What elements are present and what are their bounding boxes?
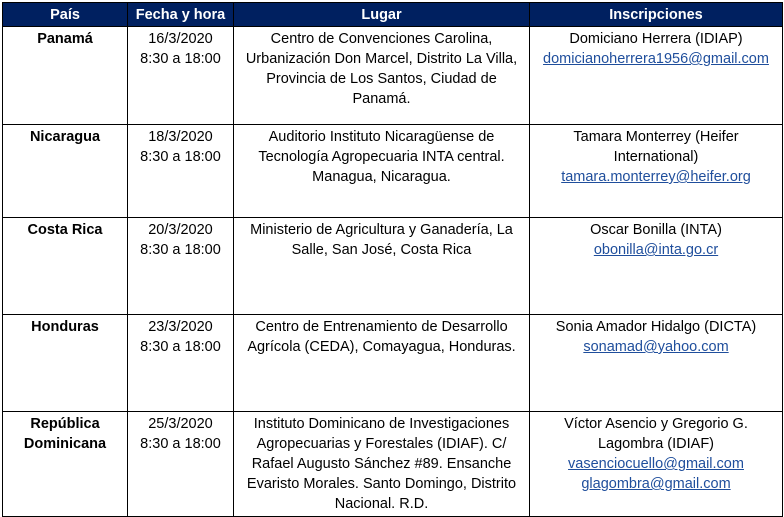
contact-name: Domiciano Herrera (IDIAP) (569, 31, 743, 47)
table-row (3, 315, 783, 412)
table-header (3, 3, 783, 27)
registration-cell (530, 125, 783, 218)
header-row (3, 3, 783, 27)
contact-email-link[interactable]: obonilla@inta.go.cr (593, 242, 719, 258)
country-cell: Honduras (3, 315, 128, 412)
registration-cell (530, 315, 783, 412)
venue-cell: Ministerio de Agricultura y Ganadería, La Salle, San José, Costa Rica (234, 218, 530, 315)
registration-cell (530, 218, 783, 315)
header-lugar: Lugar (234, 3, 530, 27)
time-text: 8:30 a 18:00 (140, 242, 221, 258)
contact-email-link[interactable]: vasenciocuello@gmail.com (568, 456, 744, 472)
date-cell (128, 218, 234, 315)
table-body (3, 27, 783, 517)
country-cell: República Dominicana (3, 412, 128, 517)
time-text: 8:30 a 18:00 (140, 149, 221, 165)
venue-cell: Instituto Dominicano de Investigaciones Agropecuarias y Forestales (IDIAF). C/ Rafael Augusto Sánchez #89. Ensanche Evaristo Morales. Santo Domingo, Distrito Nacional. R.D. (234, 412, 530, 517)
contact-email-link[interactable]: glagombra@gmail.com (581, 476, 731, 492)
contact-email-link[interactable]: domicianoherrera1956@gmail.com (543, 51, 769, 67)
venue-cell: Auditorio Instituto Nicaragüense de Tecnología Agropecuaria INTA central. Managua, Nicaragua. (234, 125, 530, 218)
venue-cell: Centro de Entrenamiento de Desarrollo Agrícola (CEDA), Comayagua, Honduras. (234, 315, 530, 412)
time-text: 8:30 a 18:00 (140, 436, 221, 452)
date-text: 23/3/2020 (148, 319, 213, 335)
date-text: 16/3/2020 (148, 31, 213, 47)
time-text: 8:30 a 18:00 (140, 339, 221, 355)
country-cell: Costa Rica (3, 218, 128, 315)
events-table (2, 2, 783, 517)
date-text: 18/3/2020 (148, 129, 213, 145)
date-cell (128, 27, 234, 125)
header-pais: País (3, 3, 128, 27)
country-cell: Nicaragua (3, 125, 128, 218)
contact-email-link[interactable]: tamara.monterrey@heifer.org (561, 169, 751, 185)
table-row (3, 27, 783, 125)
date-text: 20/3/2020 (148, 222, 213, 238)
time-text: 8:30 a 18:00 (140, 51, 221, 67)
registration-cell (530, 412, 783, 517)
contact-name: Oscar Bonilla (INTA) (590, 222, 722, 238)
date-text: 25/3/2020 (148, 416, 213, 432)
date-cell (128, 315, 234, 412)
country-cell: Panamá (3, 27, 128, 125)
contact-email-link[interactable]: sonamad@yahoo.com (583, 339, 729, 355)
date-cell (128, 412, 234, 517)
contact-name: Sonia Amador Hidalgo (DICTA) (555, 319, 757, 335)
date-cell (128, 125, 234, 218)
table-row (3, 125, 783, 218)
venue-cell: Centro de Convenciones Carolina, Urbanización Don Marcel, Distrito La Villa, Provincia de Los Santos, Ciudad de Panamá. (234, 27, 530, 125)
contact-name: Tamara Monterrey (Heifer International) (573, 129, 739, 165)
header-inscripciones: Inscripciones (530, 3, 783, 27)
registration-cell (530, 27, 783, 125)
table-row (3, 218, 783, 315)
contact-name: Víctor Asencio y Gregorio G. Lagombra (IDIAF) (564, 416, 748, 452)
header-fecha-hora: Fecha y hora (128, 3, 234, 27)
table-row (3, 412, 783, 517)
